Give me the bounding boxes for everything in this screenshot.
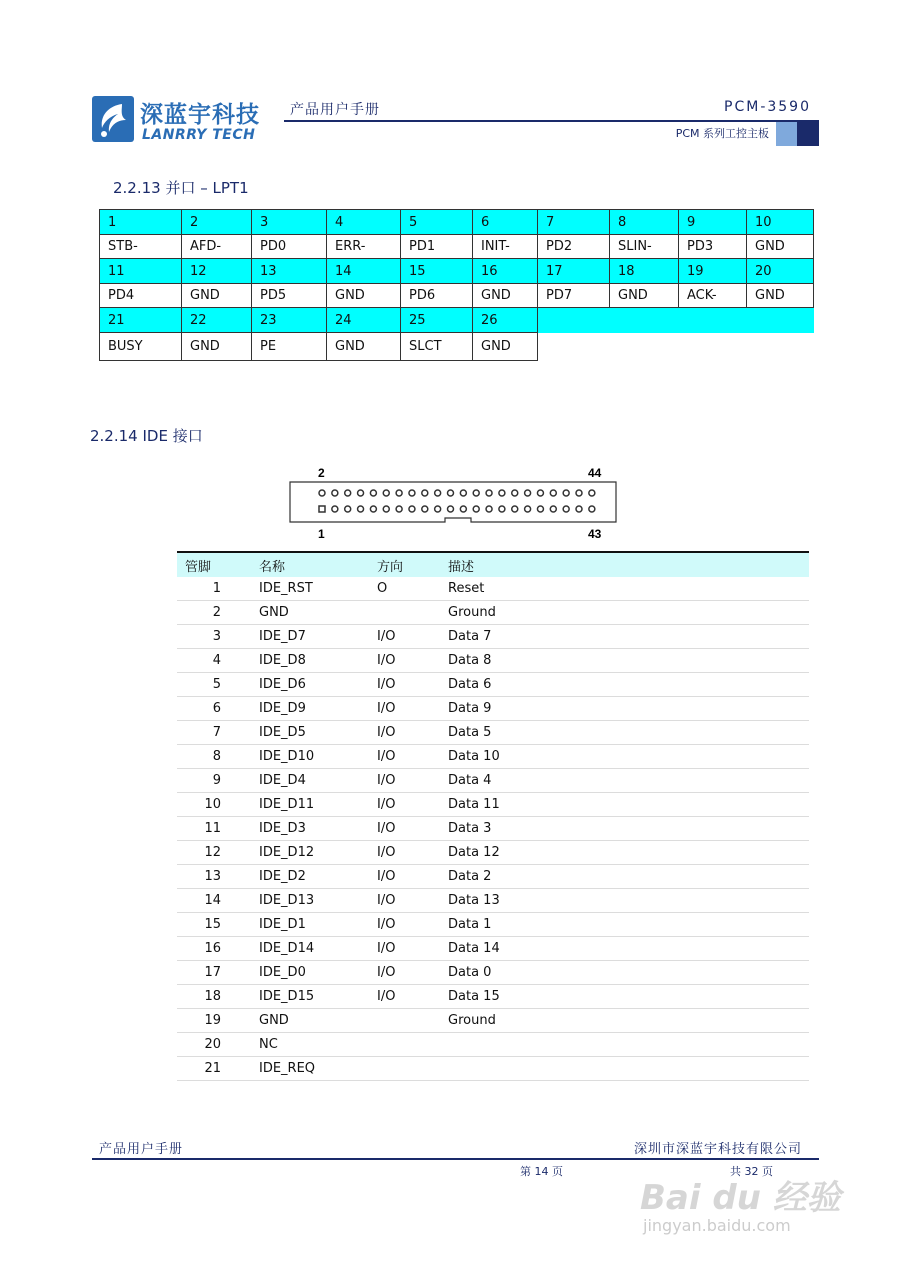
table-row [177,889,809,913]
pin-cell: 11 [177,817,251,841]
lpt-signal-cell: PD7 [538,284,610,308]
lpt-signal-cell: BUSY [100,333,182,361]
lpt-pin-cell: 6 [473,210,538,235]
lpt-pin-cell: 22 [182,308,252,333]
lpt-pin-cell: 4 [327,210,401,235]
description-cell: Data 0 [440,961,809,985]
lpt-pin-cell: 11 [100,259,182,284]
signal-name-cell: IDE_D6 [251,673,369,697]
lpt-signal-cell: PD2 [538,235,610,259]
connector-pin [435,506,441,512]
table-row [177,721,809,745]
connector-pin [460,490,466,496]
section-heading-lpt: 2.2.13 并口 – LPT1 [113,179,249,197]
connector-pin [383,490,389,496]
pin-cell: 17 [177,961,251,985]
lpt-signal-cell: GND [182,284,252,308]
watermark-logo: Bai du 经验 [640,1178,841,1218]
lpt-empty-cell [538,333,814,361]
signal-name-cell: IDE_REQ [251,1057,369,1081]
lpt-pin-cell: 3 [252,210,327,235]
lpt-signal-cell: GND [610,284,679,308]
table-row [177,1009,809,1033]
description-cell: Data 15 [440,985,809,1009]
connector-pin [396,506,402,512]
pin-cell: 6 [177,697,251,721]
connector-pin [332,490,338,496]
table-row [177,793,809,817]
footer-divider [92,1158,819,1160]
direction-cell: I/O [369,649,440,673]
pin-cell: 10 [177,793,251,817]
description-cell: Data 3 [440,817,809,841]
lpt-signal-row [100,235,814,259]
lpt-signal-row [100,284,814,308]
signal-name-cell: GND [251,1009,369,1033]
signal-name-cell: NC [251,1033,369,1057]
connector-pin [345,506,351,512]
lpt-signal-cell: AFD- [182,235,252,259]
lpt-signal-cell: PD3 [679,235,747,259]
signal-name-cell: IDE_D8 [251,649,369,673]
pin-cell: 2 [177,601,251,625]
lpt-pin-cell: 19 [679,259,747,284]
direction-cell: I/O [369,937,440,961]
description-cell [440,1033,809,1057]
lpt-pin-cell: 8 [610,210,679,235]
connector-pin [589,490,595,496]
signal-name-cell: IDE_D10 [251,745,369,769]
direction-cell: I/O [369,625,440,649]
table-row [177,937,809,961]
direction-cell [369,1057,440,1081]
lpt-pin-table [99,209,814,361]
header-series: PCM 系列工控主板 [675,127,769,140]
description-cell: Data 9 [440,697,809,721]
lpt-pin-cell: 20 [747,259,814,284]
header-manual-title: 产品用户手册 [290,102,380,118]
pin-cell: 15 [177,913,251,937]
connector-pin [525,490,531,496]
pin-cell: 19 [177,1009,251,1033]
description-cell: Data 11 [440,793,809,817]
pin-cell: 4 [177,649,251,673]
lpt-signal-cell: GND [747,284,814,308]
direction-cell: I/O [369,745,440,769]
lpt-signal-cell: PD4 [100,284,182,308]
lpt-pin-cell: 5 [401,210,473,235]
company-logo [92,96,134,142]
connector-pin [370,490,376,496]
description-cell: Ground [440,601,809,625]
signal-name-cell: IDE_D14 [251,937,369,961]
connector-pin [473,506,479,512]
connector-pin [383,506,389,512]
pin-cell: 21 [177,1057,251,1081]
signal-name-cell: IDE_D3 [251,817,369,841]
signal-name-cell: IDE_D9 [251,697,369,721]
signal-name-cell: IDE_D15 [251,985,369,1009]
connector-pin [358,490,364,496]
ide-table-header [177,552,809,577]
connector-pin [435,490,441,496]
connector-pin [563,506,569,512]
table-row [177,817,809,841]
connector-pin-label: 2 [318,466,325,480]
connector-pin-1 [319,506,325,512]
pin-cell: 7 [177,721,251,745]
signal-name-cell: IDE_D1 [251,913,369,937]
footer-page-number: 第 14 页 [520,1165,563,1178]
lpt-signal-cell: GND [327,284,401,308]
lpt-pin-cell: 25 [401,308,473,333]
lpt-pin-cell: 21 [100,308,182,333]
pin-cell: 13 [177,865,251,889]
header-divider [284,120,819,122]
connector-pin [448,490,454,496]
description-cell: Data 10 [440,745,809,769]
lpt-pin-cell: 14 [327,259,401,284]
lpt-pin-cell: 16 [473,259,538,284]
connector-pin [448,506,454,512]
signal-name-cell: IDE_D11 [251,793,369,817]
connector-pin [576,506,582,512]
lpt-signal-cell: SLCT [401,333,473,361]
lpt-pin-cell: 24 [327,308,401,333]
signal-name-cell: IDE_D4 [251,769,369,793]
lpt-signal-cell: ERR- [327,235,401,259]
description-cell [440,1057,809,1081]
table-row [177,745,809,769]
column-header: 名称 [251,552,369,577]
signal-name-cell: IDE_D13 [251,889,369,913]
description-cell: Data 5 [440,721,809,745]
description-cell: Data 12 [440,841,809,865]
lpt-signal-cell: GND [473,284,538,308]
connector-pin [460,506,466,512]
connector-pin [332,506,338,512]
lpt-signal-cell: GND [747,235,814,259]
connector-pin [345,490,351,496]
column-header: 描述 [440,552,809,577]
lpt-signal-row [100,333,814,361]
table-row [177,697,809,721]
connector-pin-label: 43 [588,527,602,541]
connector-pin [396,490,402,496]
footer-manual-title: 产品用户手册 [99,1142,184,1157]
pin-cell: 14 [177,889,251,913]
pin-cell: 5 [177,673,251,697]
connector-pin [550,506,556,512]
table-row [177,649,809,673]
connector-pin [473,490,479,496]
direction-cell [369,1033,440,1057]
lpt-pin-cell: 7 [538,210,610,235]
pin-cell: 18 [177,985,251,1009]
description-cell: Data 6 [440,673,809,697]
connector-pin [589,506,595,512]
ide-connector-diagram [288,464,618,544]
footer-company: 深圳市深蓝宇科技有限公司 [633,1142,802,1157]
signal-name-cell: IDE_D12 [251,841,369,865]
connector-pin [319,490,325,496]
table-row [177,577,809,601]
lpt-pin-cell: 12 [182,259,252,284]
direction-cell: I/O [369,793,440,817]
header-model: PCM-3590 [724,99,811,115]
description-cell: Reset [440,577,809,601]
connector-pin [409,490,415,496]
pin-cell: 12 [177,841,251,865]
lpt-pin-cell: 9 [679,210,747,235]
direction-cell: I/O [369,721,440,745]
pin-cell: 3 [177,625,251,649]
connector-pin [537,506,543,512]
pin-cell: 20 [177,1033,251,1057]
description-cell: Ground [440,1009,809,1033]
direction-cell: I/O [369,697,440,721]
connector-pin-label: 1 [318,527,325,541]
direction-cell: O [369,577,440,601]
brand-name-en: LANRRY TECH [142,127,256,143]
signal-name-cell: GND [251,601,369,625]
table-row [177,841,809,865]
lpt-pin-cell: 13 [252,259,327,284]
lpt-signal-cell: PD5 [252,284,327,308]
table-row [177,769,809,793]
connector-pin [512,506,518,512]
pin-cell: 1 [177,577,251,601]
lpt-pin-cell: 15 [401,259,473,284]
connector-pin [358,506,364,512]
connector-pin [370,506,376,512]
lpt-empty-cell [538,308,814,333]
lpt-signal-cell: STB- [100,235,182,259]
lpt-pin-cell: 18 [610,259,679,284]
brand-name-cn: 深蓝宇科技 [140,102,260,128]
lpt-pin-row [100,259,814,284]
connector-pin [486,506,492,512]
lpt-signal-cell: PD1 [401,235,473,259]
ide-pin-table [177,551,809,1081]
signal-name-cell: IDE_D2 [251,865,369,889]
lpt-pin-row [100,210,814,235]
connector-pin [499,490,505,496]
watermark-url: jingyan.baidu.com [643,1216,791,1235]
description-cell: Data 1 [440,913,809,937]
header-accent-light [776,122,797,146]
lpt-pin-row [100,308,814,333]
column-header: 方向 [369,552,440,577]
lpt-pin-cell: 26 [473,308,538,333]
connector-pin [499,506,505,512]
lpt-signal-cell: SLIN- [610,235,679,259]
connector-pin [512,490,518,496]
direction-cell: I/O [369,985,440,1009]
description-cell: Data 4 [440,769,809,793]
direction-cell: I/O [369,769,440,793]
lpt-signal-cell: PE [252,333,327,361]
lpt-pin-cell: 2 [182,210,252,235]
direction-cell: I/O [369,865,440,889]
description-cell: Data 7 [440,625,809,649]
signal-name-cell: IDE_D7 [251,625,369,649]
column-header: 管脚 [177,552,251,577]
connector-pin [422,490,428,496]
connector-pin [550,490,556,496]
direction-cell: I/O [369,817,440,841]
description-cell: Data 8 [440,649,809,673]
direction-cell [369,601,440,625]
lpt-signal-cell: PD0 [252,235,327,259]
table-row [177,913,809,937]
description-cell: Data 2 [440,865,809,889]
lpt-pin-cell: 17 [538,259,610,284]
lpt-signal-cell: ACK- [679,284,747,308]
header-accent-dark [797,122,819,146]
connector-pin [563,490,569,496]
pin-cell: 16 [177,937,251,961]
lpt-pin-cell: 10 [747,210,814,235]
direction-cell: I/O [369,889,440,913]
description-cell: Data 13 [440,889,809,913]
table-row [177,961,809,985]
lpt-signal-cell: PD6 [401,284,473,308]
lpt-signal-cell: GND [473,333,538,361]
section-heading-ide: 2.2.14 IDE 接口 [90,427,203,445]
direction-cell: I/O [369,841,440,865]
pin-cell: 9 [177,769,251,793]
lpt-pin-cell: 23 [252,308,327,333]
connector-body [290,482,616,522]
direction-cell [369,1009,440,1033]
connector-pin [409,506,415,512]
signal-name-cell: IDE_D5 [251,721,369,745]
connector-pin [422,506,428,512]
table-row [177,673,809,697]
lpt-signal-cell: GND [327,333,401,361]
description-cell: Data 14 [440,937,809,961]
connector-pin [576,490,582,496]
connector-pin [537,490,543,496]
table-row [177,1057,809,1081]
connector-pin [525,506,531,512]
pin-cell: 8 [177,745,251,769]
lpt-pin-cell: 1 [100,210,182,235]
table-row [177,1033,809,1057]
connector-pin-label: 44 [588,466,602,480]
lpt-signal-cell: INIT- [473,235,538,259]
table-row [177,601,809,625]
direction-cell: I/O [369,913,440,937]
connector-pin [486,490,492,496]
table-row [177,985,809,1009]
table-row [177,865,809,889]
connector-pins [319,490,595,512]
lpt-signal-cell: GND [182,333,252,361]
direction-cell: I/O [369,961,440,985]
signal-name-cell: IDE_D0 [251,961,369,985]
footer-total-pages: 共 32 页 [730,1165,773,1178]
table-row [177,625,809,649]
direction-cell: I/O [369,673,440,697]
signal-name-cell: IDE_RST [251,577,369,601]
